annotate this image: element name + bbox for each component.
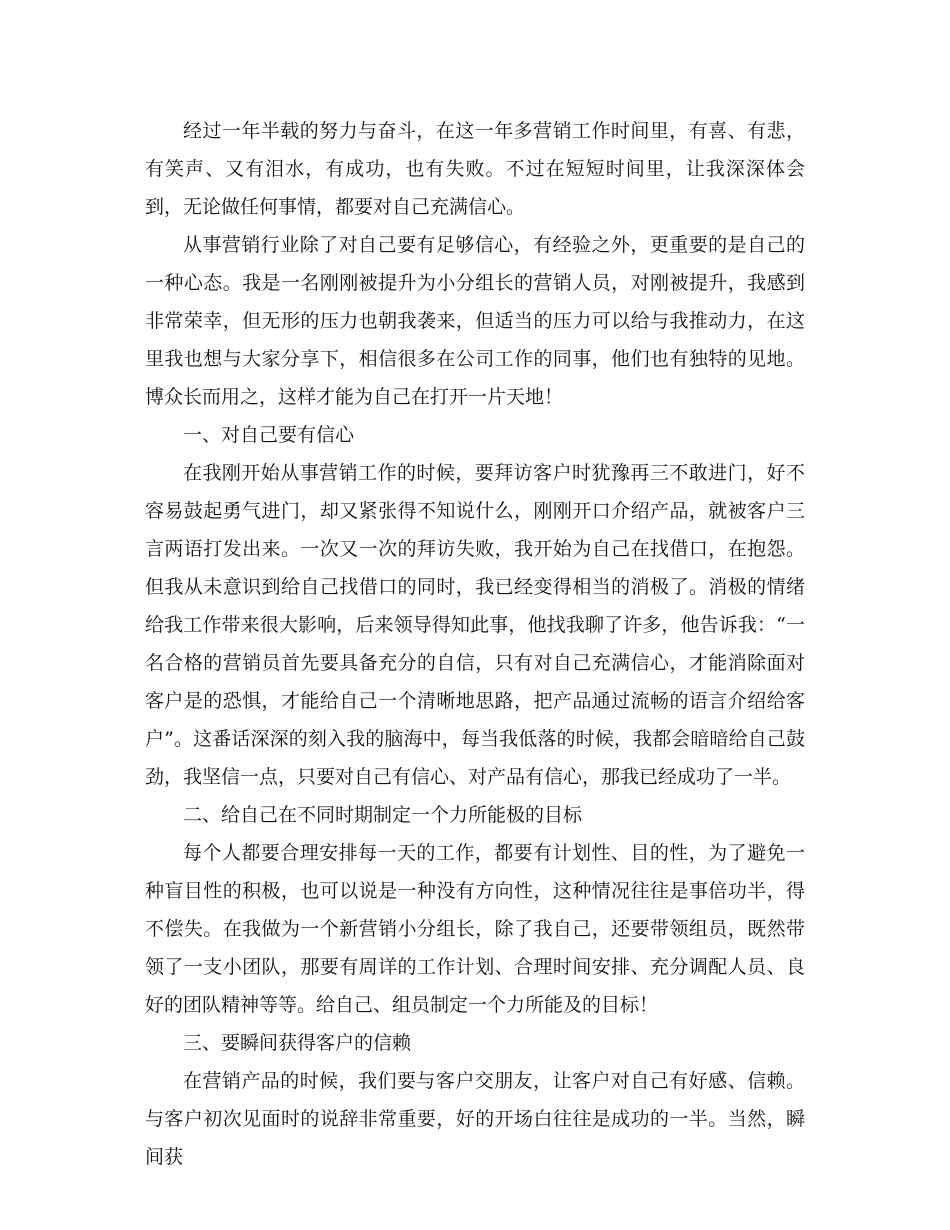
body-paragraph: 经过一年半载的努力与奋斗，在这一年多营销工作时间里，有喜、有悲，有笑声、又有泪水，有成功，也有失败。不过在短短时间里，让我深深体会到，无论做任何事情，都要对自己充满信心。 xyxy=(145,120,805,218)
section-heading: 三、要瞬间获得客户的信赖 xyxy=(183,1032,412,1054)
body-paragraph: 在营销产品的时候，我们要与客户交朋友，让客户对自己有好感、信赖。与客户初次见面时的说辞非常重要，好的开场白往往是成功的一半。当然，瞬间获 xyxy=(145,1070,805,1168)
body-paragraph: 在我刚开始从事营销工作的时候，要拜访客户时犹豫再三不敢进门，好不容易鼓起勇气进门，却又紧张得不知说什么，刚刚开口介绍产品，就被客户三言两语打发出来。一次又一次的拜访失败，我开始为自己在找借口，在抱怨。但我从未意识到给自己找借口的同时，我已经变得相当的消极了。消极的情绪给我工作带来很大影响，后来领导得知此事，他找我聊了许多，他告诉我：“一名合格的营销员首先要具备充分的自信，只有对自己充满信心，才能消除面对客户是的恐惧，才能给自己一个清晰地思路，把产品通过流畅的语言介绍给客户”。这番话深深的刻入我的脑海中，每当我低落的时候，我都会暗暗给自己鼓劲，我坚信一点，只要对自己有信心、对产品有信心，那我已经成功了一半。 xyxy=(145,462,805,788)
body-paragraph: 从事营销行业除了对自己要有足够信心，有经验之外，更重要的是自己的一种心态。我是一名刚刚被提升为小分组长的营销人员，对刚被提升，我感到非常荣幸，但无形的压力也朝我袭来，但适当的压力可以给与我推动力，在这里我也想与大家分享下，相信很多在公司工作的同事，他们也有独特的见地。博众长而用之，这样才能为自己在打开一片天地！ xyxy=(145,234,805,408)
section-heading: 二、给自己在不同时期制定一个力所能极的目标 xyxy=(183,804,583,826)
body-paragraph: 每个人都要合理安排每一天的工作，都要有计划性、目的性，为了避免一种盲目性的积极，也可以说是一种没有方向性，这种情况往往是事倍功半，得不偿失。在我做为一个新营销小分组长，除了我自己，还要带领组员，既然带领了一支小团队，那要有周详的工作计划、合理时间安排、充分调配人员、良好的团队精神等等。给自己、组员制定一个力所能及的目标！ xyxy=(145,842,805,1016)
document-body xyxy=(145,112,805,1176)
section-heading: 一、对自己要有信心 xyxy=(183,424,355,446)
